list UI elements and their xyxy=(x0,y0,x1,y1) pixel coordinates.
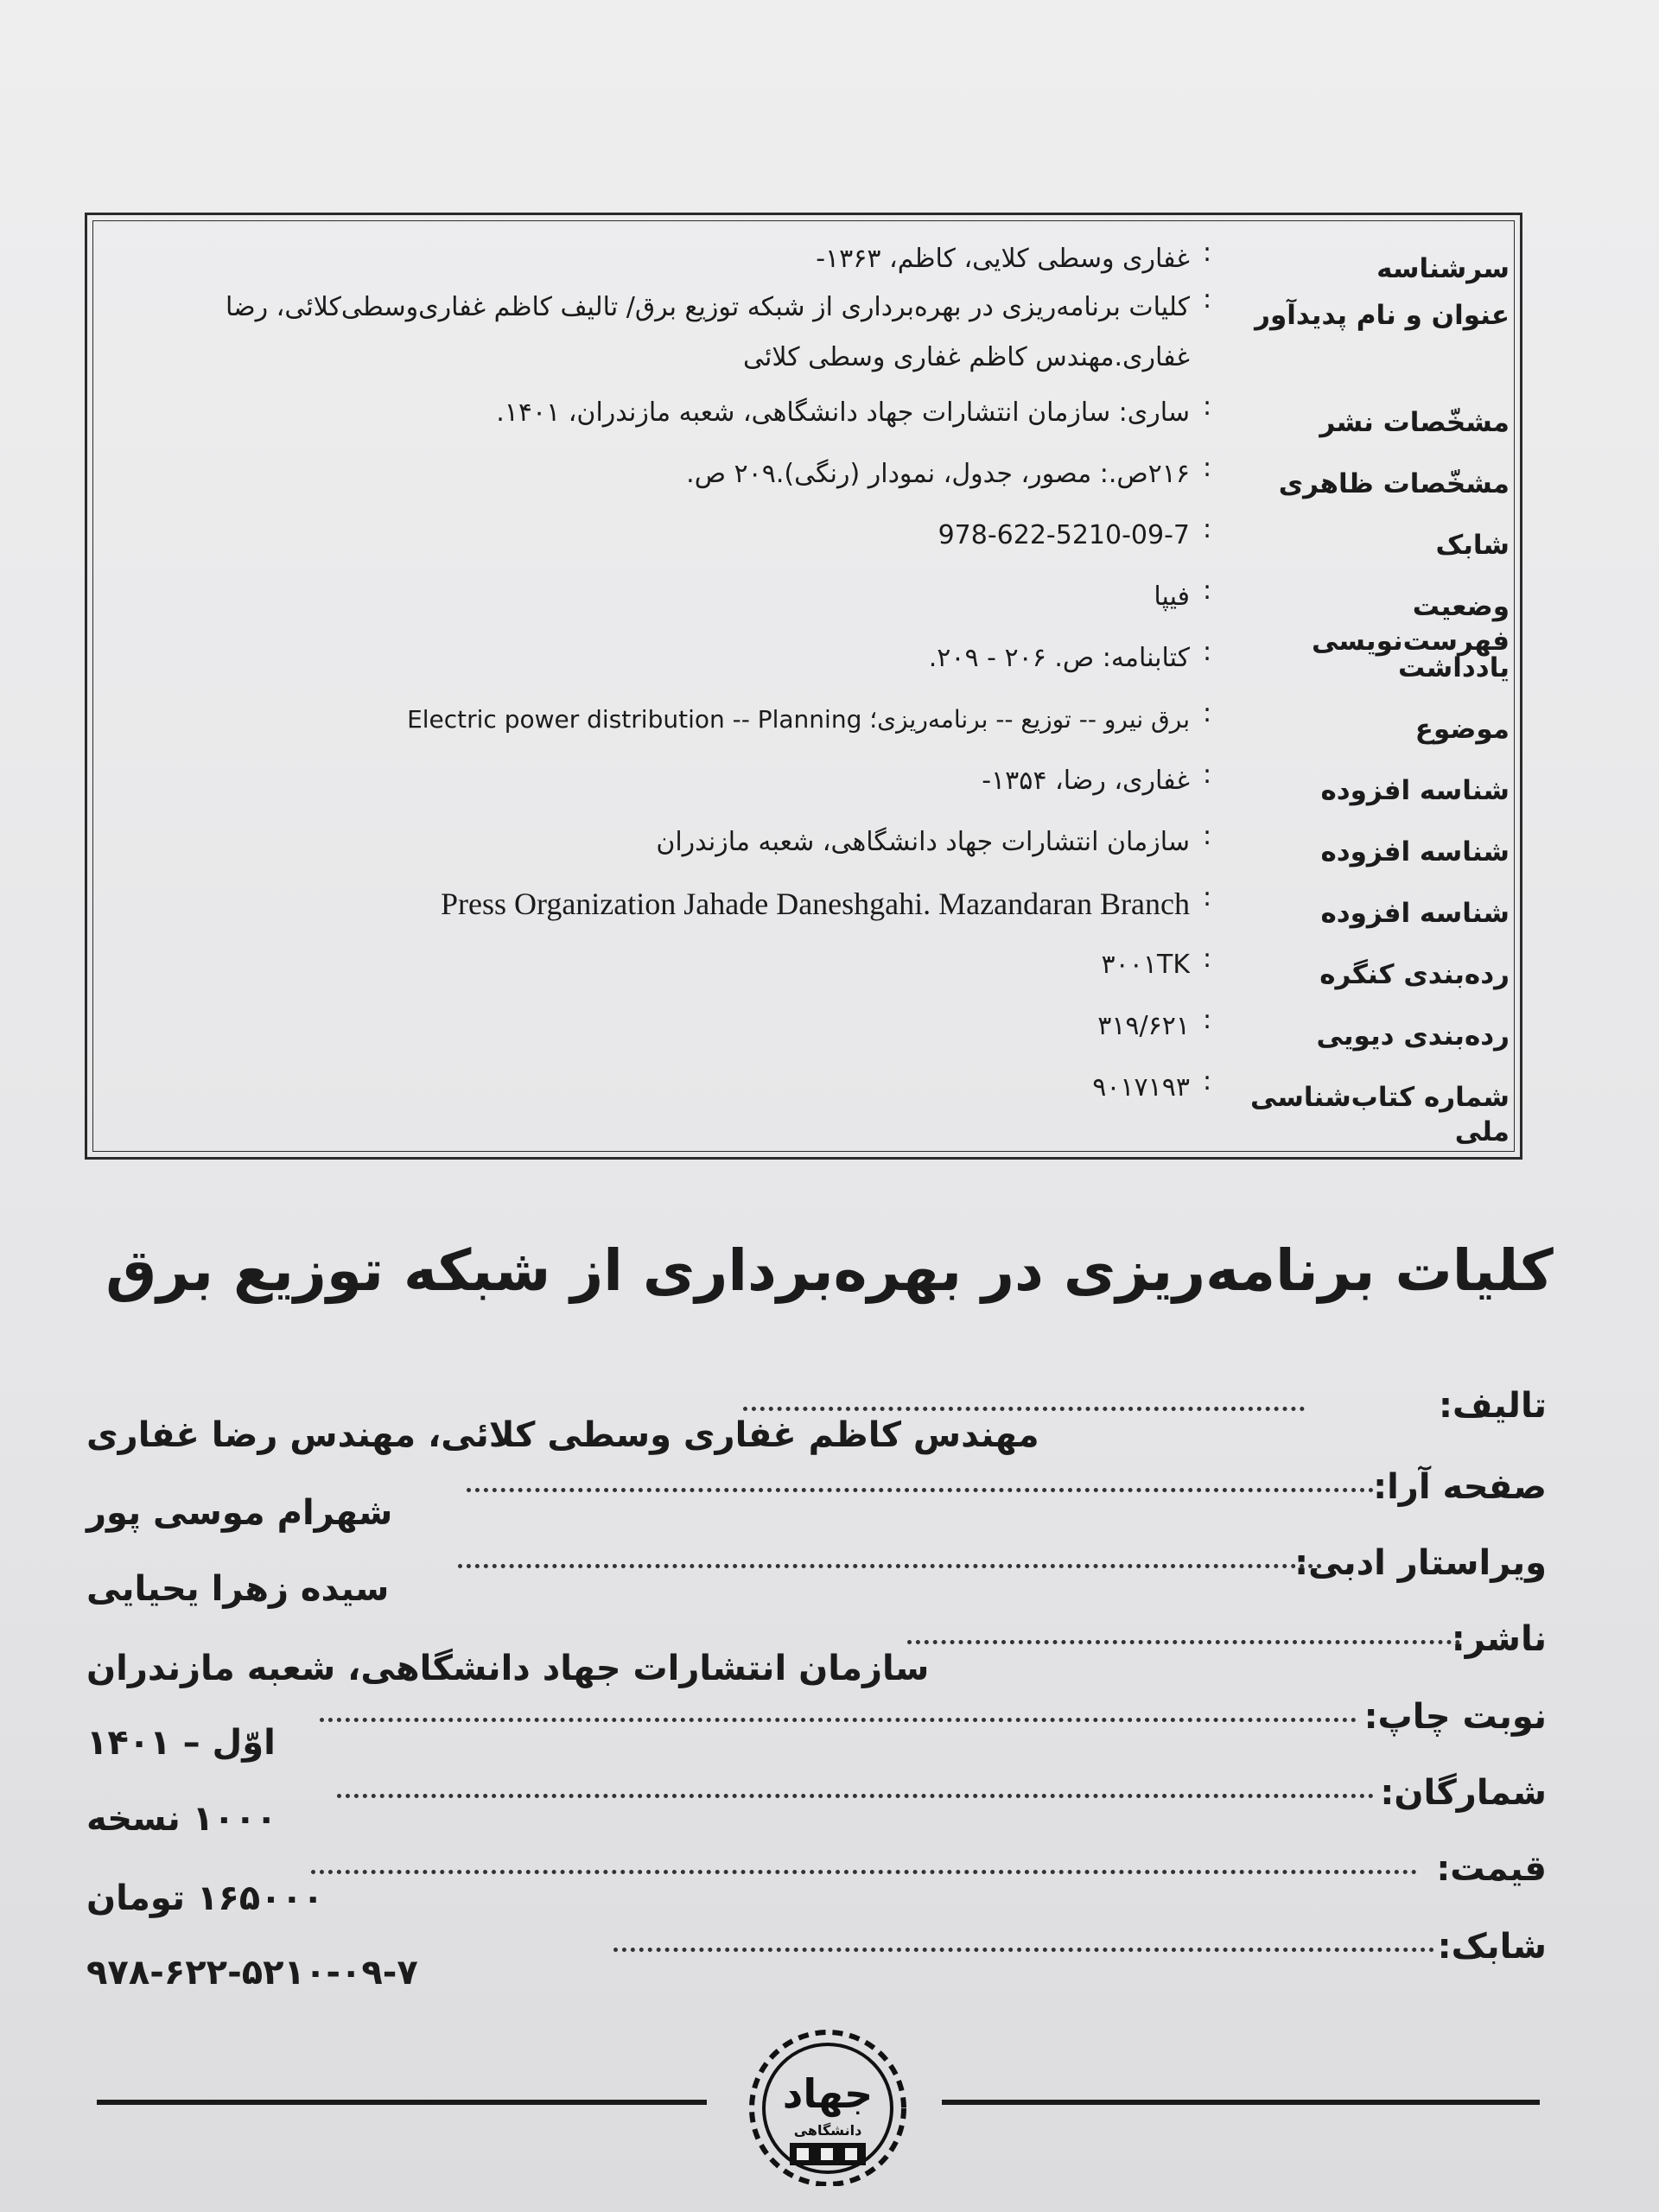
credit-row-price xyxy=(86,1849,1547,1927)
cip-row: یادداشت : کتابنامه: ص. ۲۰۶ - ۲۰۹. xyxy=(87,635,1520,696)
cip-label: شناسه افزوده xyxy=(1320,836,1510,868)
credit-row-layout xyxy=(86,1467,1547,1543)
credit-label: ویراستار ادبی: xyxy=(1294,1543,1547,1583)
credit-row-author xyxy=(86,1386,1547,1460)
cip-row: موضوع : برق نیرو -- توزیع -- برنامه‌ریزی؛ Electric power distribution -- Planning xyxy=(87,696,1520,758)
credit-row-publisher xyxy=(86,1619,1547,1697)
cip-row: شناسه افزوده : سازمان انتشارات جهاد دانشگاهی، شعبه مازندران xyxy=(87,819,1520,880)
jahad-daneshgahi-logo-icon xyxy=(741,2013,914,2186)
dotted-leader xyxy=(743,1407,1305,1411)
cip-value: فیپا xyxy=(1154,582,1190,612)
cip-label: مشخّصات نشر xyxy=(1319,407,1510,438)
credit-value: سازمان انتشارات جهاد دانشگاهی، شعبه مازندران xyxy=(86,1649,930,1688)
cip-value: ۳۱۹/۶۲۱ xyxy=(1097,1011,1190,1041)
credit-value: سیده زهرا یحیایی xyxy=(86,1569,390,1609)
dotted-leader xyxy=(337,1794,1374,1798)
book-title: کلیات برنامه‌ریزی در بهره‌برداری از شبکه توزیع برق xyxy=(105,1237,1554,1304)
cip-label: مشخّصات ظاهری xyxy=(1278,468,1510,499)
credit-label: صفحه آرا: xyxy=(1373,1467,1547,1507)
cip-value: ۲۱۶ص.: مصور، جدول، نمودار (رنگی).۲۰۹ ص. xyxy=(686,459,1190,489)
cip-row: شناسه افزوده : غفاری، رضا، ۱۳۵۴- xyxy=(87,758,1520,819)
cip-value: ۹۰۱۷۱۹۳ xyxy=(1092,1072,1190,1103)
cip-row: سرشناسه : غفاری وسطی کلایی، کاظم، ۱۳۶۳- xyxy=(87,236,1520,283)
cip-value: ساری: سازمان انتشارات جهاد دانشگاهی، شعبه مازندران، ۱۴۰۱. xyxy=(496,397,1190,428)
credit-value: مهندس کاظم غفاری وسطی کلائی، مهندس رضا غفاری xyxy=(86,1415,1039,1455)
cip-label: سرشناسه xyxy=(1376,253,1510,284)
credit-label: تالیف: xyxy=(1438,1386,1547,1426)
cip-row: شناسه افزوده : Press Organization Jahade Daneshgahi. Mazandaran Branch xyxy=(87,880,1520,942)
cip-row: مشخّصات نشر : ساری: سازمان انتشارات جهاد دانشگاهی، شعبه مازندران، ۱۴۰۱. xyxy=(87,390,1520,451)
cip-value: کلیات برنامه‌ریزی در بهره‌برداری از شبکه توزیع برق/ تالیف کاظم غفاری‌وسطی‌کلائی، رضا غفاری.مهندس کاظم غفاری وسطی کلائی xyxy=(226,292,1190,372)
cip-label: رده‌بندی دیویی xyxy=(1316,1020,1510,1052)
logo-text: جهاد xyxy=(782,2070,874,2117)
footer-rule-right xyxy=(942,2100,1540,2105)
credit-label: نوبت چاپ: xyxy=(1363,1697,1547,1737)
cip-label: وضعیت فهرست‌نویسی xyxy=(1312,591,1510,657)
credit-row-print-run xyxy=(86,1773,1547,1849)
credit-value: اوّل – ۱۴۰۱ xyxy=(86,1723,276,1763)
dotted-leader xyxy=(613,1948,1434,1952)
credit-label: قیمت: xyxy=(1436,1849,1547,1889)
dotted-leader xyxy=(467,1488,1374,1492)
dotted-leader xyxy=(458,1564,1322,1568)
cip-row: عنوان و نام پدیدآور : کلیات برنامه‌ریزی در بهره‌برداری از شبکه توزیع برق/ تالیف کاظم غفاری‌وسطی‌کلائی، رضا غفاری.مهندس کاظم غفاری وسطی کلائی xyxy=(87,283,1520,390)
cip-value: سازمان انتشارات جهاد دانشگاهی، شعبه مازندران xyxy=(656,827,1190,857)
cip-value: کتابنامه: ص. ۲۰۶ - ۲۰۹. xyxy=(928,643,1190,673)
credit-value: ۹۷۸-۶۲۲-۵۲۱۰-۰۹-۷ xyxy=(86,1953,418,1993)
footer-rule-left xyxy=(97,2100,707,2105)
cip-value: غفاری، رضا، ۱۳۵۴- xyxy=(982,766,1190,796)
cip-value: Press Organization Jahade Daneshgahi. Mazandaran Branch xyxy=(440,887,1190,921)
cip-row: رده‌بندی دیویی : ۳۱۹/۶۲۱ xyxy=(87,1003,1520,1065)
cip-label: شناسه افزوده xyxy=(1320,898,1510,929)
cip-label: یادداشت xyxy=(1397,652,1510,683)
cip-row: شماره کتاب‌شناسی ملی : ۹۰۱۷۱۹۳ xyxy=(87,1065,1520,1126)
cip-row: مشخّصات ظاهری : ۲۱۶ص.: مصور، جدول، نمودار (رنگی).۲۰۹ ص. xyxy=(87,451,1520,512)
credit-value: ۱۶۵۰۰۰ تومان xyxy=(86,1878,324,1918)
cip-row: وضعیت فهرست‌نویسی : فیپا xyxy=(87,574,1520,635)
credit-value: شهرام موسی پور xyxy=(86,1493,393,1533)
credit-label: شمارگان: xyxy=(1380,1773,1547,1813)
cip-label: شماره کتاب‌شناسی ملی xyxy=(1250,1082,1510,1147)
cip-label: شناسه افزوده xyxy=(1320,775,1510,806)
cip-value: برق نیرو -- توزیع -- برنامه‌ریزی؛ Electric power distribution -- Planning xyxy=(407,705,1190,734)
credit-row-isbn xyxy=(86,1927,1547,2003)
credit-label: ناشر: xyxy=(1451,1619,1547,1659)
cip-label: عنوان و نام پدیدآور xyxy=(1255,300,1510,331)
cip-label: رده‌بندی کنگره xyxy=(1319,959,1510,990)
cip-value: غفاری وسطی کلایی، کاظم، ۱۳۶۳- xyxy=(816,244,1190,274)
dotted-leader xyxy=(320,1718,1357,1722)
cataloging-box xyxy=(85,213,1522,1160)
cip-value: ۳۰۰۱TK xyxy=(1101,950,1190,980)
cip-row: شابک : 978-622-5210-09-7 xyxy=(87,512,1520,574)
credit-label: شابک: xyxy=(1437,1927,1547,1967)
credit-value: ۱۰۰۰ نسخه xyxy=(86,1799,277,1839)
dotted-leader xyxy=(907,1640,1460,1644)
credit-row-edition xyxy=(86,1697,1547,1773)
cip-value: 978-622-5210-09-7 xyxy=(938,520,1190,550)
logo-subtext: دانشگاهی xyxy=(793,2122,862,2139)
credits-list xyxy=(86,1386,1547,2003)
dotted-leader xyxy=(311,1870,1417,1874)
cip-row: رده‌بندی کنگره : ۳۰۰۱TK xyxy=(87,942,1520,1003)
cip-label: شابک xyxy=(1435,530,1510,561)
credit-row-editor xyxy=(86,1543,1547,1619)
cip-label: موضوع xyxy=(1414,714,1510,745)
